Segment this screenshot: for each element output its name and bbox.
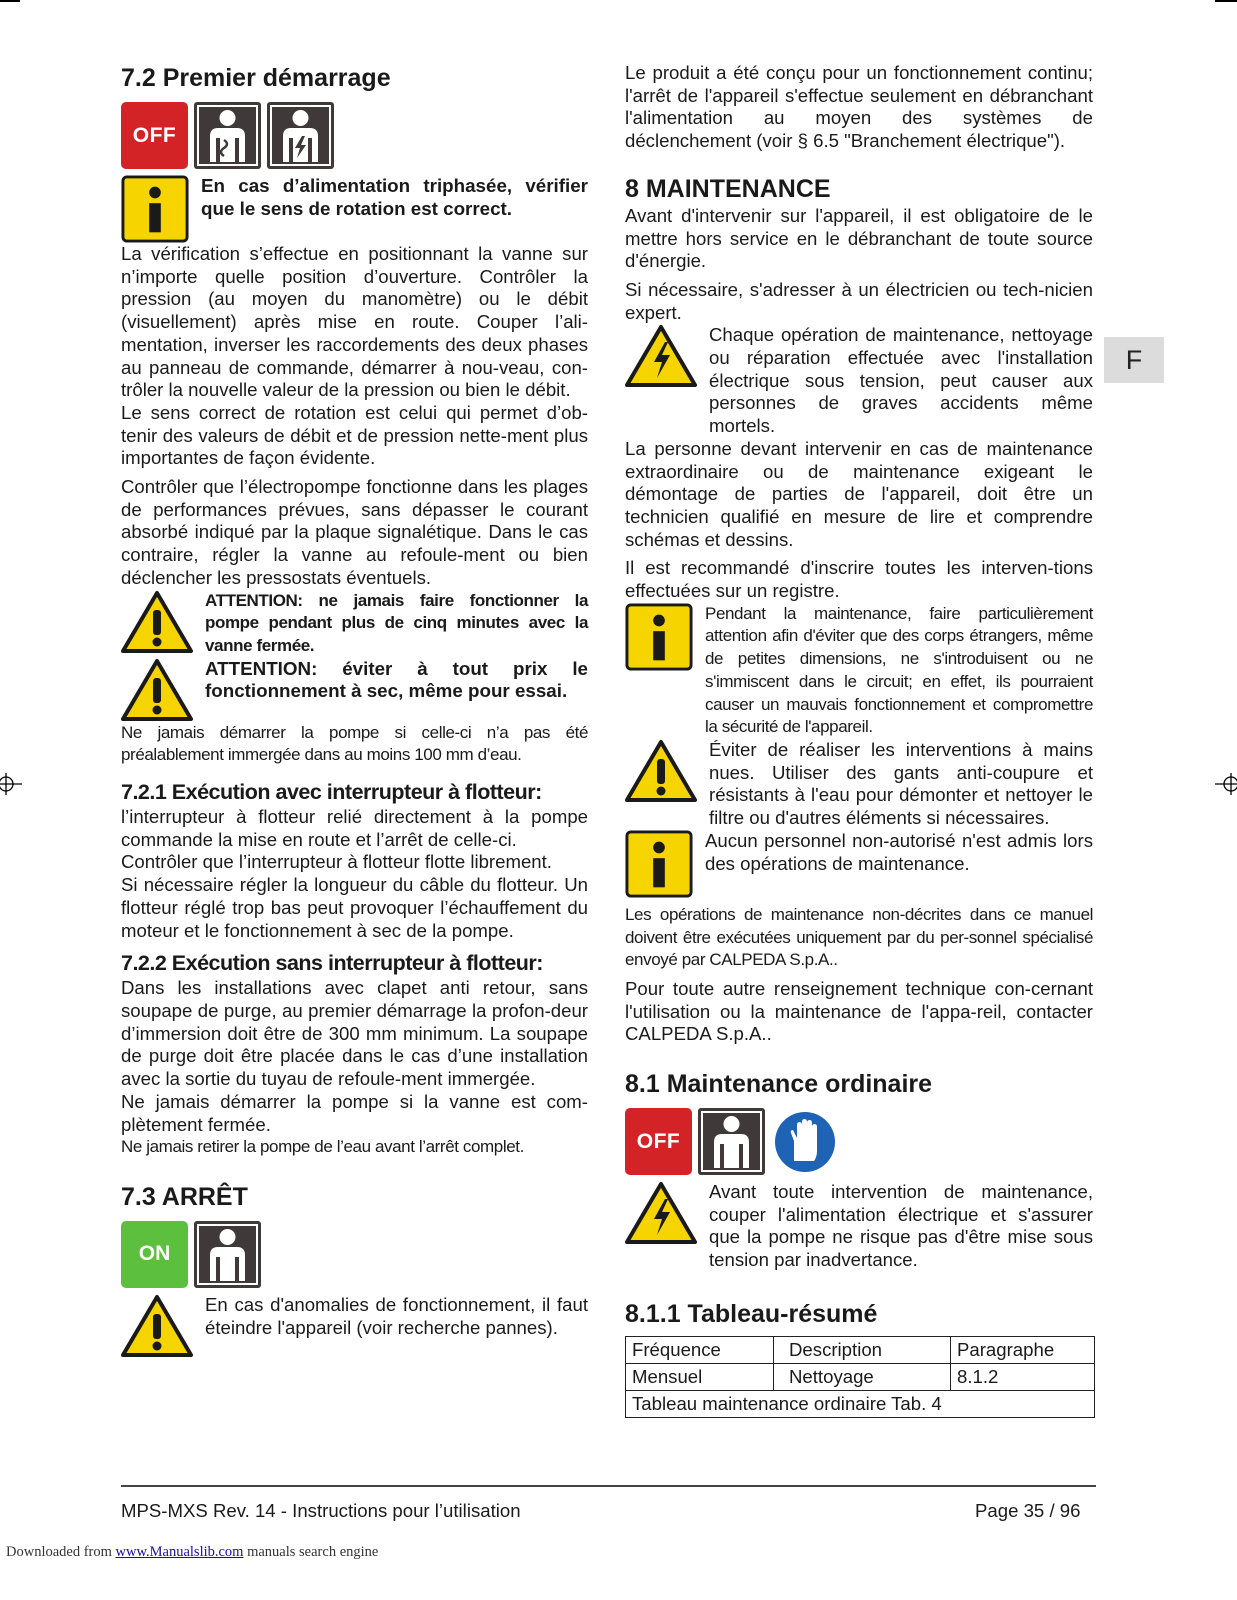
crop-mark: [0, 0, 20, 2]
info-text: En cas d’alimentation triphasée, vérifier que le sens de rotation est correct.: [201, 175, 588, 219]
section-title-8: 8 MAINTENANCE: [625, 174, 831, 203]
info-icon: [121, 175, 189, 243]
table-header-cell: Description: [774, 1336, 951, 1363]
qualified-person-hydraulic-icon: [194, 102, 261, 169]
qualified-person-icon: [194, 1221, 261, 1288]
footer-divider: [121, 1485, 1096, 1487]
table-cell: Mensuel: [626, 1363, 774, 1390]
right-column: [625, 62, 1093, 1418]
paragraph: Ne jamais démarrer la pompe si la vanne est com-plètement fermée.: [121, 1090, 588, 1135]
warning-icon: [121, 658, 193, 722]
maintenance-summary-table: [625, 1336, 1095, 1418]
danger-text: Chaque opération de maintenance, nettoyage ou réparation effectuée avec l'installation électrique sous tension, peut causer aux personnes de graves accidents même mortels.: [709, 324, 1093, 437]
warning-note-valve: [121, 590, 588, 658]
table-header-cell: Paragraphe: [951, 1336, 1095, 1363]
warning-text: ATTENTION: ne jamais faire fonctionner la pompe pendant plus de cinq minutes avec la vanne fermée.: [205, 590, 588, 655]
paragraph: Avant d'intervenir sur l'appareil, il est obligatoire de le mettre hors service en le débranchant de toute source d'énergie.: [625, 204, 1093, 272]
download-prefix: Downloaded from: [6, 1544, 116, 1560]
manualslib-link[interactable]: www.Manualslib.com: [115, 1544, 244, 1560]
footer-page-number: Page 35 / 96: [975, 1500, 1081, 1521]
power-off-icon: OFF: [121, 102, 188, 169]
warning-icon: [625, 739, 697, 803]
section-title-8-1-1: 8.1.1 Tableau-résumé: [625, 1299, 878, 1328]
info-note-rotation: [121, 175, 588, 243]
danger-note-electric: [625, 324, 1093, 438]
warning-text: En cas d'anomalies de fonctionnement, il faut éteindre l'appareil (voir recherche pannes).: [205, 1293, 588, 1338]
section-title-7-2-1: 7.2.1 Exécution avec interrupteur à flotteur:: [121, 780, 542, 805]
paragraph: Si nécessaire, s'adresser à un électricien ou tech-nicien expert.: [625, 278, 1093, 323]
paragraph: Il est recommandé d'inscrire toutes les interven-tions effectuées sur un registre.: [625, 557, 1093, 602]
paragraph: Dans les installations avec clapet anti retour, sans soupape de purge, au premier démarrage la profon-deur d’immersion doit être de 300 mm minimum. La soupape de purge doit être placée dans le cas d’une installation avec la sortie du tuyau de refoule-ment immergée.: [121, 977, 588, 1090]
paragraph: Pour toute autre renseignement technique con-cernant l'utilisation ou la maintenance de l'appa-reil, contacter CALPEDA S.p.A..: [625, 977, 1093, 1045]
paragraph: Le sens correct de rotation est celui qui permet d’ob-tenir des valeurs de débit et de pression nette-ment plus importantes de façon évidente.: [121, 401, 588, 469]
paragraph: Contrôler que l’interrupteur à flotteur flotte librement.: [121, 851, 552, 873]
info-icon: [625, 830, 693, 898]
section-title-7-3: 7.3 ARRÊT: [121, 1182, 248, 1211]
warning-text: Éviter de réaliser les interventions à mains nues. Utiliser des gants anti-coupure et résistants à l'eau pour démonter et nettoyer le filtre ou d'autres éléments si nécessaires.: [709, 738, 1093, 829]
download-banner: [6, 1544, 378, 1561]
crop-mark: [1215, 0, 1237, 2]
info-text: Aucun personnel non-autorisé n'est admis lors des opérations de maintenance.: [705, 829, 1093, 874]
info-icon: [625, 603, 693, 671]
paragraph: Le produit a été conçu pour un fonctionnement continu; l'arrêt de l'appareil s'effectue seulement en débranchant l'alimentation au moyen des systèmes de déclenchement (voir § 6.5 "Branchement électrique").: [625, 62, 1093, 152]
section-title-7-2: 7.2 Premier démarrage: [121, 64, 391, 92]
electric-hazard-icon: [625, 324, 697, 388]
paragraph: l’interrupteur à flotteur relié directement à la pompe commande la mise en route et l’arrêt de celle-ci.: [121, 806, 588, 850]
paragraph: Contrôler que l’électropompe fonctionne dans les plages de performances prévues, sans dépasser le courant absorbé indiqué par la plaque signalétique. Dans le cas contraire, régler la vanne au refoule-ment ou bien déclencher les pressostats éventuels.: [121, 476, 588, 588]
registration-mark-icon: [1215, 773, 1237, 795]
language-tab: F: [1104, 337, 1164, 383]
paragraph: Ne jamais démarrer la pompe si celle-ci n’a pas été préalablement immergée dans au moins 100 mm d’eau.: [121, 722, 588, 765]
table-caption-row: [626, 1390, 1095, 1417]
footer-document-title: MPS-MXS Rev. 14 - Instructions pour l’utilisation: [121, 1500, 521, 1521]
table-row: [626, 1363, 1095, 1390]
left-column: [121, 62, 588, 1358]
info-note-foreign-bodies: [625, 603, 1093, 739]
table-header-cell: Fréquence: [626, 1336, 774, 1363]
table-caption: Tableau maintenance ordinaire Tab. 4: [626, 1390, 1095, 1417]
section-title-8-1: 8.1 Maintenance ordinaire: [625, 1070, 933, 1099]
warning-icon: [121, 590, 193, 654]
warning-note-dry-run: [121, 658, 588, 722]
info-text: Pendant la maintenance, faire particulièrement attention afin d'éviter que des corps étrangers, même de petites dimensions, ne s'introduisent ou ne s'immiscent dans le circuit; en effet, ils pourraient causer un mauvais fonctionnement et compromettre la sécurité de l'appareil.: [705, 603, 1093, 737]
icon-row-7-3: [121, 1221, 588, 1288]
icon-row-8-1: [625, 1108, 1093, 1175]
paragraph: La vérification s’effectue en positionnant la vanne sur n’importe quelle position d’ouverture. Contrôler la pression (au moyen du manomètre) ou le débit (visuellement) après mise en route. Couper l’ali-mentation, inverser les raccordements des deux phases au panneau de commande, démarrer à nou-veau, con-trôler la nouvelle valeur de la pression ou bien le débit.: [121, 243, 588, 401]
registration-mark-icon: [0, 773, 22, 795]
paragraph: Si nécessaire régler la longueur du câble du flotteur. Un flotteur réglé trop bas peut provoquer l’échauffement du moteur et le fonctionnement à sec de la pompe.: [121, 874, 588, 941]
qualified-person-icon: [698, 1108, 765, 1175]
power-off-icon: OFF: [625, 1108, 692, 1175]
warning-note-gloves: [625, 739, 1093, 830]
qualified-person-electric-icon: [267, 102, 334, 169]
section-title-7-2-2: 7.2.2 Exécution sans interrupteur à flotteur:: [121, 951, 543, 976]
warning-icon: [121, 1294, 193, 1358]
electric-hazard-icon: [625, 1181, 697, 1245]
paragraph: La personne devant intervenir en cas de maintenance extraordinaire ou de maintenance exigeant le démontage de parties de l'appareil, doit être un technicien qualifié en mesure de lire et comprendre schémas et dessins.: [625, 437, 1093, 550]
power-on-icon: ON: [121, 1221, 188, 1288]
table-cell: 8.1.2: [951, 1363, 1095, 1390]
paragraph: Les opérations de maintenance non-décrites dans ce manuel doivent être exécutées uniquement par du per-sonnel spécialisé envoyé par CALPEDA S.p.A..: [625, 904, 1093, 970]
danger-text: Avant toute intervention de maintenance, couper l'alimentation électrique et s'assurer que la pompe ne risque pas d'être mise sous tension par inadvertance.: [709, 1181, 1093, 1271]
warning-text: ATTENTION: éviter à tout prix le fonctionnement à sec, même pour essai.: [205, 657, 588, 702]
table-header-row: [626, 1336, 1095, 1363]
danger-note-power-off: [625, 1181, 1093, 1272]
warning-note-stop: [121, 1294, 588, 1358]
protective-gloves-icon: [771, 1108, 838, 1175]
info-note-personnel: [625, 830, 1093, 898]
download-suffix: manuals search engine: [243, 1544, 379, 1560]
paragraph: Ne jamais retirer la pompe de l’eau avant l’arrêt complet.: [121, 1137, 524, 1157]
icon-row-7-2: [121, 102, 588, 169]
table-cell: Nettoyage: [774, 1363, 951, 1390]
